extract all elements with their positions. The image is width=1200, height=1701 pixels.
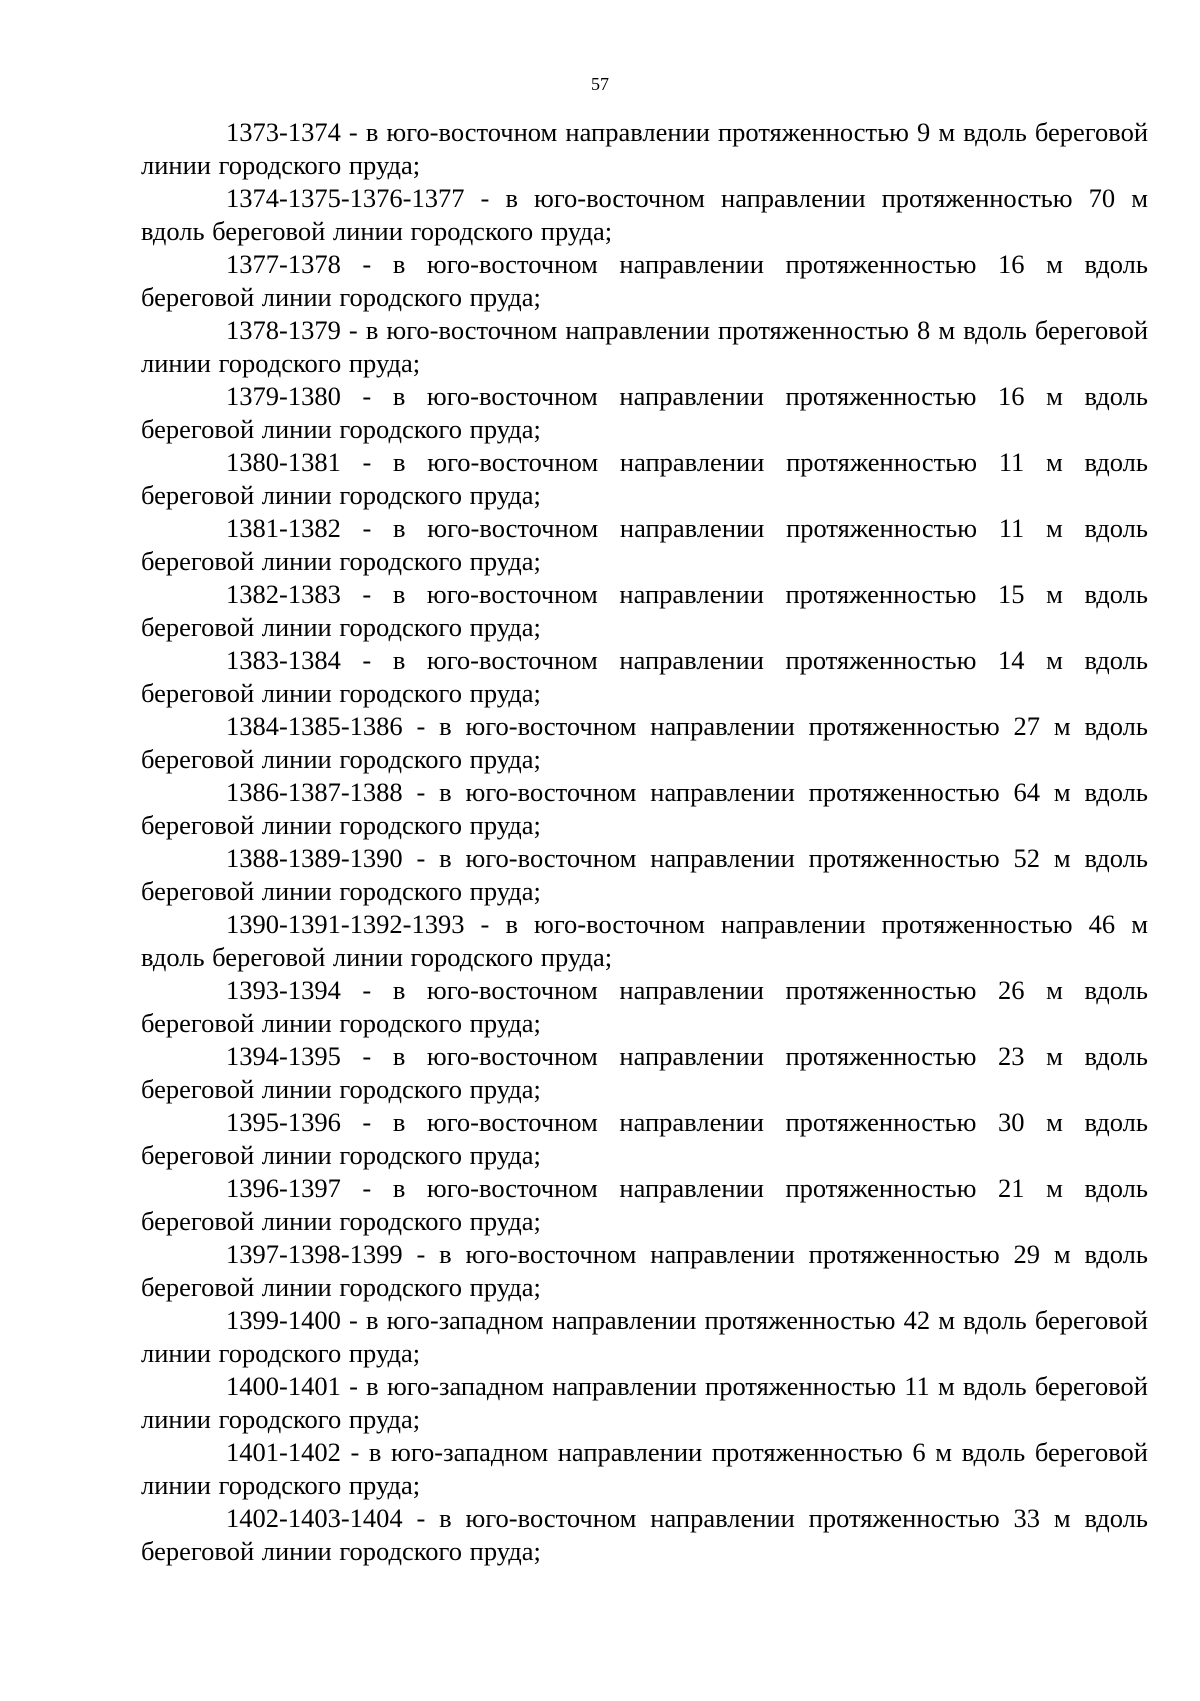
page-number: 57: [591, 74, 609, 94]
boundary-segment-entry: 1384-1385-1386 - в юго-восточном направлении протяженностью 27 м вдоль береговой линии городского пруда;: [141, 711, 1148, 774]
boundary-segment-entry: 1383-1384 - в юго-восточном направлении протяженностью 14 м вдоль береговой линии городского пруда;: [141, 645, 1148, 708]
boundary-segment-entry: 1386-1387-1388 - в юго-восточном направлении протяженностью 64 м вдоль береговой линии городского пруда;: [141, 777, 1148, 840]
boundary-segment-entry: 1402-1403-1404 - в юго-восточном направлении протяженностью 33 м вдоль береговой линии городского пруда;: [141, 1503, 1148, 1566]
boundary-segment-entry: 1395-1396 - в юго-восточном направлении протяженностью 30 м вдоль береговой линии городского пруда;: [141, 1107, 1148, 1170]
boundary-segment-entry: 1379-1380 - в юго-восточном направлении протяженностью 16 м вдоль береговой линии городского пруда;: [141, 381, 1148, 444]
boundary-segment-entry: 1377-1378 - в юго-восточном направлении протяженностью 16 м вдоль береговой линии городского пруда;: [141, 249, 1148, 312]
boundary-segment-entry: 1393-1394 - в юго-восточном направлении протяженностью 26 м вдоль береговой линии городского пруда;: [141, 975, 1148, 1038]
boundary-segment-entry: 1381-1382 - в юго-восточном направлении протяженностью 11 м вдоль береговой линии городского пруда;: [141, 513, 1148, 576]
boundary-segment-entry: 1378-1379 - в юго-восточном направлении протяженностью 8 м вдоль береговой линии городского пруда;: [141, 315, 1148, 378]
boundary-segment-entry: 1396-1397 - в юго-восточном направлении протяженностью 21 м вдоль береговой линии городского пруда;: [141, 1173, 1148, 1236]
boundary-segment-entry: 1388-1389-1390 - в юго-восточном направлении протяженностью 52 м вдоль береговой линии городского пруда;: [141, 843, 1148, 906]
boundary-segment-entry: 1380-1381 - в юго-восточном направлении протяженностью 11 м вдоль береговой линии городского пруда;: [141, 447, 1148, 510]
boundary-segment-entry: 1394-1395 - в юго-восточном направлении протяженностью 23 м вдоль береговой линии городского пруда;: [141, 1041, 1148, 1104]
boundary-segment-entry: 1374-1375-1376-1377 - в юго-восточном направлении протяженностью 70 м вдоль береговой линии городского пруда;: [141, 183, 1148, 246]
boundary-segment-entry: 1390-1391-1392-1393 - в юго-восточном направлении протяженностью 46 м вдоль береговой линии городского пруда;: [141, 909, 1148, 972]
boundary-segment-entry: 1373-1374 - в юго-восточном направлении протяженностью 9 м вдоль береговой линии городского пруда;: [141, 117, 1148, 180]
document-body: [141, 116, 1148, 1568]
boundary-segment-entry: 1399-1400 - в юго-западном направлении протяженностью 42 м вдоль береговой линии городского пруда;: [141, 1305, 1148, 1368]
boundary-segment-entry: 1382-1383 - в юго-восточном направлении протяженностью 15 м вдоль береговой линии городского пруда;: [141, 579, 1148, 642]
boundary-segment-entry: 1401-1402 - в юго-западном направлении протяженностью 6 м вдоль береговой линии городского пруда;: [141, 1437, 1148, 1500]
boundary-segment-entry: 1397-1398-1399 - в юго-восточном направлении протяженностью 29 м вдоль береговой линии городского пруда;: [141, 1239, 1148, 1302]
boundary-segment-entry: 1400-1401 - в юго-западном направлении протяженностью 11 м вдоль береговой линии городского пруда;: [141, 1371, 1148, 1434]
